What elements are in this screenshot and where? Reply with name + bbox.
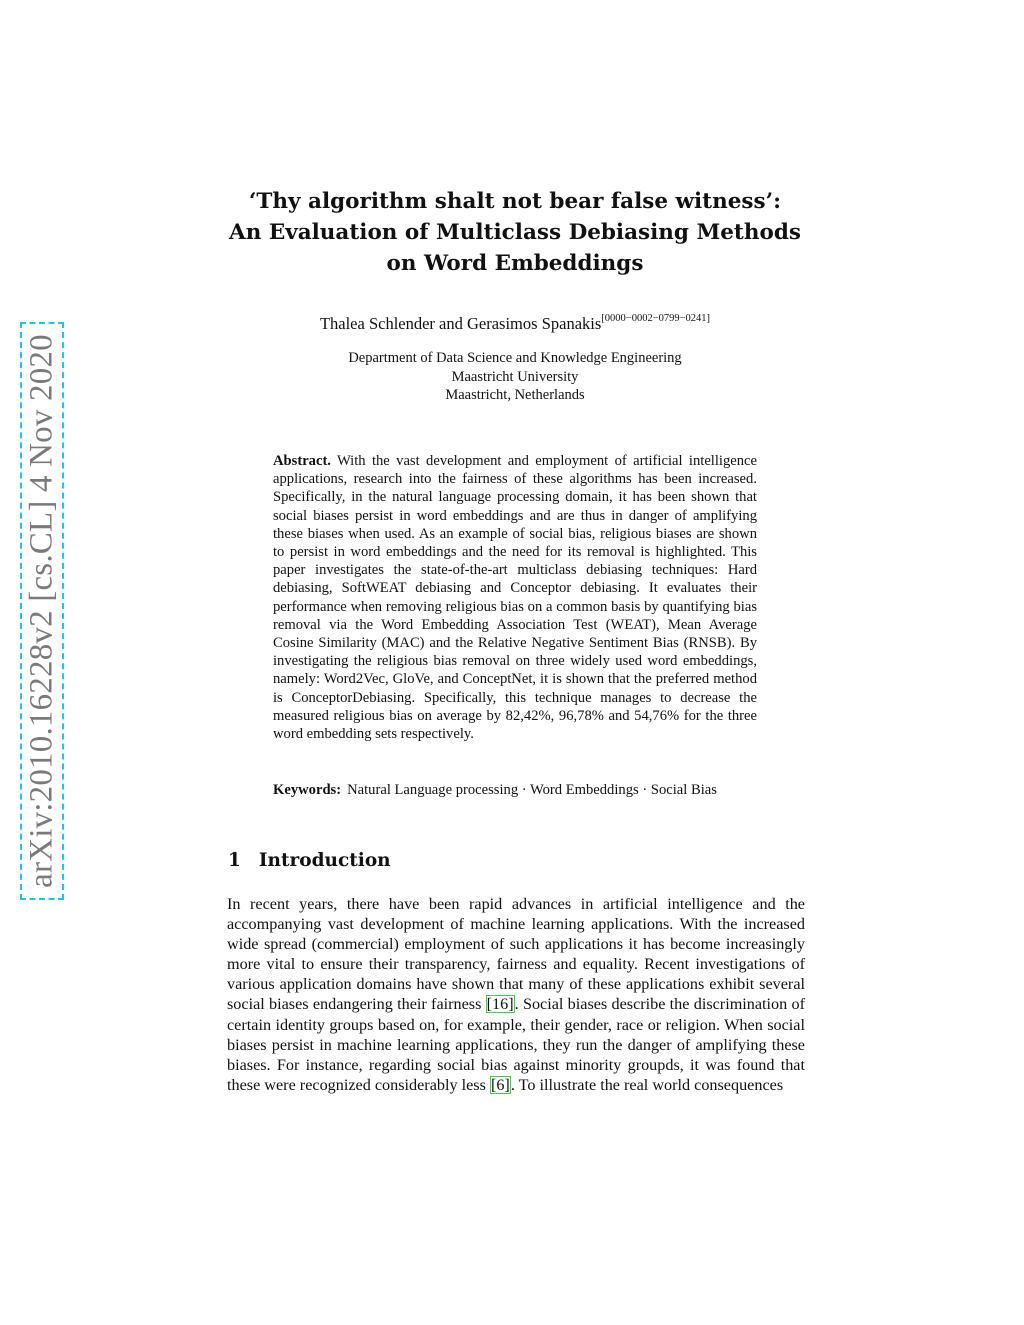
- keywords: [273, 781, 757, 799]
- section-title: Introduction: [258, 850, 391, 871]
- abstract-label: Abstract.: [273, 453, 331, 469]
- author-list: [170, 313, 860, 334]
- orcid-id: [0000−0002−0799−0241]: [601, 313, 711, 324]
- arxiv-stamp: [20, 322, 64, 900]
- section-heading: [228, 850, 391, 871]
- title-line: An Evaluation of Multiclass Debiasing Methods: [229, 220, 801, 245]
- affiliation-line: Department of Data Science and Knowledge Engineering: [348, 350, 682, 366]
- title-line: ‘Thy algorithm shalt not bear false witness’:: [248, 189, 782, 214]
- intro-text: . Social biases describe the discrimination of certain identity groups based on, for example, their gender, race or religion. When social biases persist in machine learning applications, they run the danger of amplifying these biases. For instance, regarding social bias against minority groupds, it was found that these were recognized considerably less: [227, 995, 805, 1094]
- affiliation: [170, 349, 860, 405]
- paper-title: [170, 186, 860, 279]
- keywords-label: Keywords:: [273, 782, 342, 798]
- section-number: 1: [228, 850, 241, 871]
- author-names: Thalea Schlender and Gerasimos Spanakis: [319, 314, 602, 333]
- title-line: on Word Embeddings: [386, 251, 644, 276]
- abstract-text: With the vast development and employment of artificial intelligence applications, research into the fairness of these algorithms has been increased. Specifically, in the natural language processing domain, it has been shown that social biases persist in word embeddings and are thus in danger of amplifying these biases when used. As an example of social bias, religious biases are shown to persist in word embeddings and the need for its removal is highlighted. This paper investigates the state-of-the-art multiclass debiasing techniques: Hard debiasing, SoftWEAT debiasing and Conceptor debiasing. It evaluates their performance when removing religious bias on a common basis by quantifying bias removal via the Word Embedding Association Test (WEAT), Mean Average Cosine Similarity (MAC) and the Relative Negative Sentiment Bias (RNSB). By investigating the religious bias removal on three widely used word embeddings, namely: Word2Vec, GloVe, and ConceptNet, it is shown that the preferred method is ConceptorDebiasing. Specifically, this technique manages to decrease the measured religious bias on average by 82,42%, 96,78% and 54,76% for the three word embedding sets respectively.: [273, 453, 757, 743]
- affiliation-line: Maastricht University: [451, 368, 579, 385]
- abstract: [273, 452, 757, 743]
- keywords-text: Natural Language processing · Word Embeddings · Social Bias: [347, 782, 717, 798]
- intro-text: In recent years, there have been rapid advances in artificial intelligence and the accompanying vast development of machine learning applications. With the increased wide spread (commercial) employment of such applications it has become increasingly more vital to ensure their transparency, fairness and equality. Recent investigations of various application domains have shown that many of these applications exhibit several social biases endangering their fairness: [227, 895, 805, 1014]
- intro-text: . To illustrate the real world consequences: [510, 1075, 784, 1094]
- intro-paragraph: [227, 894, 805, 1095]
- citation-link[interactable]: [16]: [486, 995, 514, 1014]
- citation-link[interactable]: [6]: [490, 1075, 510, 1094]
- arxiv-identifier: arXiv:2010.16228v2 [cs.CL] 4 Nov 2020: [23, 334, 60, 888]
- affiliation-line: Maastricht, Netherlands: [445, 387, 585, 403]
